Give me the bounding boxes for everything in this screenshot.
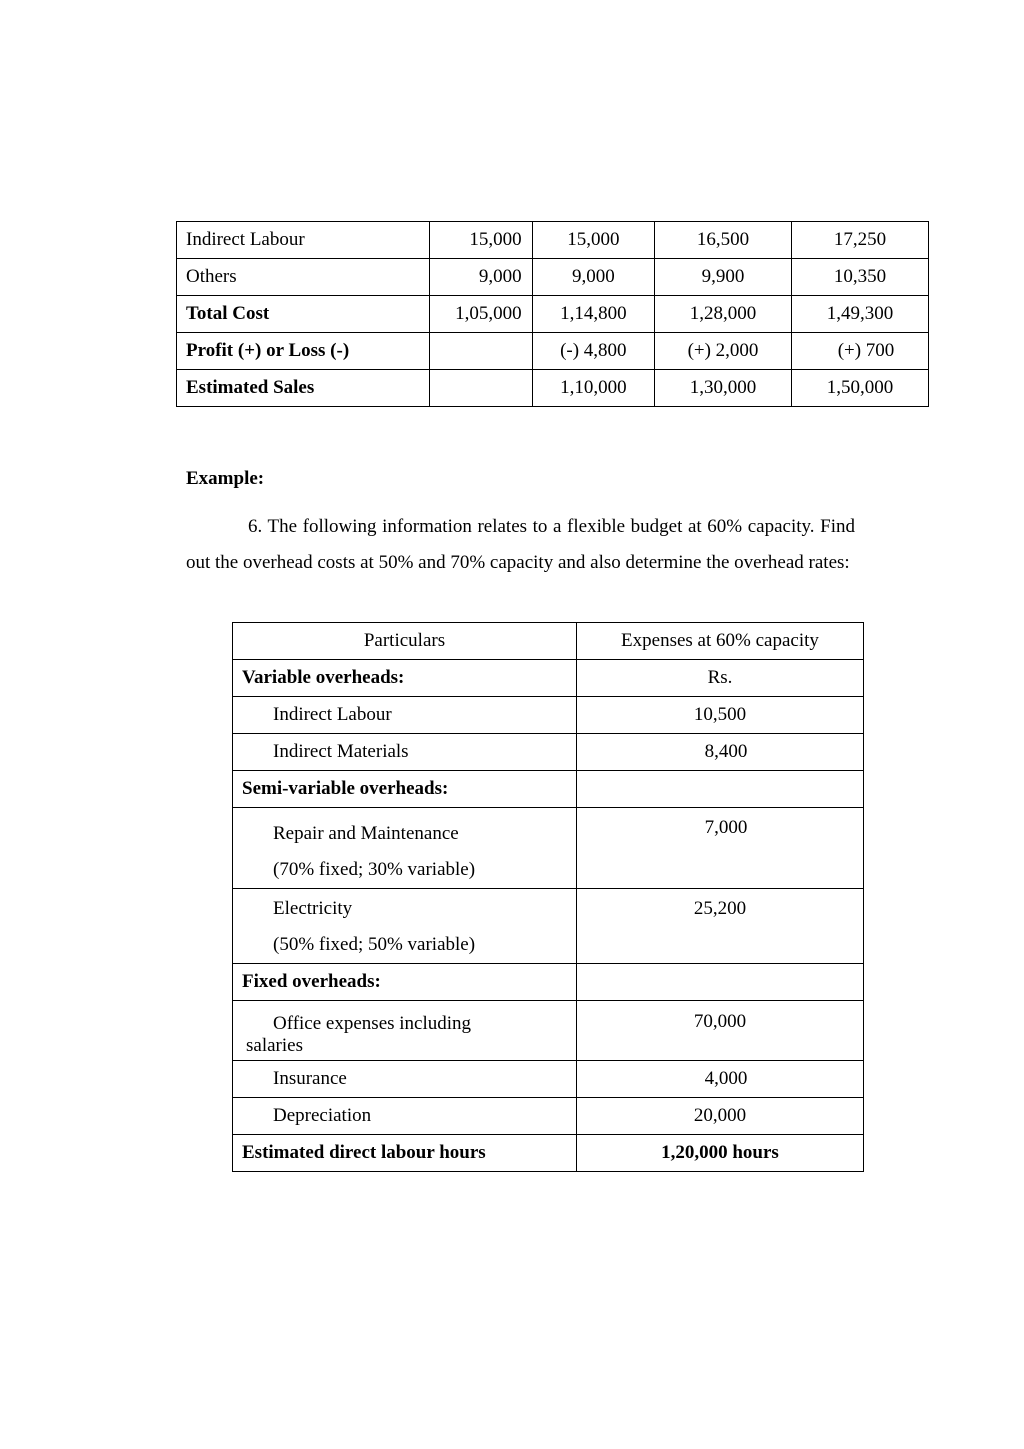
cell: 9,000 bbox=[430, 259, 532, 296]
cell: 9,900 bbox=[655, 259, 792, 296]
repair-note: (70% fixed; 30% variable) bbox=[273, 859, 476, 880]
table-row bbox=[233, 660, 864, 697]
row-label: Depreciation bbox=[233, 1098, 577, 1135]
table-row bbox=[233, 808, 864, 889]
cell: 16,500 bbox=[655, 222, 792, 259]
office-label-line2: salaries bbox=[246, 1035, 303, 1056]
row-value bbox=[576, 1001, 863, 1061]
table-row bbox=[233, 771, 864, 808]
cell: 17,250 bbox=[792, 222, 929, 259]
example-heading: Example: bbox=[186, 468, 265, 489]
row-label: Estimated direct labour hours bbox=[233, 1135, 577, 1172]
empty-cell bbox=[576, 964, 863, 1001]
cell-text: 4,000 bbox=[704, 1068, 748, 1089]
table-row bbox=[233, 734, 864, 771]
table-row bbox=[177, 259, 929, 296]
example-paragraph: 6. The following information relates to a flexible budget at 60% capacity. Find out the overhead costs at 50% and 70% capacity and also determine the overhead rates: bbox=[186, 516, 855, 573]
electricity-label: Electricity bbox=[273, 898, 353, 919]
office-label-line1: Office expenses including bbox=[273, 1013, 472, 1034]
budget-table bbox=[232, 622, 864, 1172]
row-value bbox=[576, 889, 863, 964]
repair-label: Repair and Maintenance bbox=[273, 823, 459, 844]
cell: 9,000 bbox=[532, 259, 654, 296]
cell bbox=[430, 333, 532, 370]
cell: 15,000 bbox=[430, 222, 532, 259]
empty-cell bbox=[576, 771, 863, 808]
cell: 1,30,000 bbox=[655, 370, 792, 407]
table-header-row bbox=[233, 623, 864, 660]
cell-text: (+) 700 bbox=[837, 340, 895, 361]
row-label: Others bbox=[177, 259, 430, 296]
electricity-note: (50% fixed; 50% variable) bbox=[273, 934, 476, 955]
row-label bbox=[233, 1001, 577, 1061]
table-row bbox=[233, 697, 864, 734]
row-label: Indirect Labour bbox=[177, 222, 430, 259]
table-row bbox=[233, 1098, 864, 1135]
row-label bbox=[233, 808, 577, 889]
cell: 1,14,800 bbox=[532, 296, 654, 333]
cell: (-) 4,800 bbox=[532, 333, 654, 370]
row-label: Total Cost bbox=[177, 296, 430, 333]
row-label: Indirect Materials bbox=[233, 734, 577, 771]
table-row bbox=[177, 370, 929, 407]
header-expenses: Expenses at 60% capacity bbox=[576, 623, 863, 660]
cell: (+) 2,000 bbox=[655, 333, 792, 370]
table-row bbox=[233, 964, 864, 1001]
row-label: Indirect Labour bbox=[233, 697, 577, 734]
table-row bbox=[233, 1001, 864, 1061]
row-label bbox=[233, 889, 577, 964]
cell: 1,10,000 bbox=[532, 370, 654, 407]
cell-text: 7,000 bbox=[704, 817, 748, 838]
table-row bbox=[233, 889, 864, 964]
cell: 1,50,000 bbox=[792, 370, 929, 407]
cell: 1,49,300 bbox=[792, 296, 929, 333]
cell: 1,28,000 bbox=[655, 296, 792, 333]
section-variable-heading: Variable overheads: bbox=[233, 660, 577, 697]
table-row bbox=[177, 333, 929, 370]
cell-text: 25,200 bbox=[693, 898, 747, 919]
cell bbox=[430, 370, 532, 407]
header-particulars: Particulars bbox=[233, 623, 577, 660]
cell bbox=[792, 333, 929, 370]
row-value bbox=[576, 808, 863, 889]
cost-table bbox=[176, 221, 929, 407]
section-fixed-heading: Fixed overheads: bbox=[233, 964, 577, 1001]
row-label: Profit (+) or Loss (-) bbox=[177, 333, 430, 370]
cell: 15,000 bbox=[532, 222, 654, 259]
section-semi-variable-heading: Semi-variable overheads: bbox=[233, 771, 577, 808]
table-row bbox=[177, 296, 929, 333]
row-value bbox=[576, 1061, 863, 1098]
cell: 1,05,000 bbox=[430, 296, 532, 333]
row-label: Estimated Sales bbox=[177, 370, 430, 407]
row-value bbox=[576, 734, 863, 771]
currency-label: Rs. bbox=[576, 660, 863, 697]
cell-text: 70,000 bbox=[693, 1011, 747, 1032]
table-row bbox=[233, 1061, 864, 1098]
row-value: 1,20,000 hours bbox=[576, 1135, 863, 1172]
row-value: 10,500 bbox=[576, 697, 863, 734]
cell-text: 8,400 bbox=[704, 741, 748, 762]
table-row bbox=[233, 1135, 864, 1172]
cell: 10,350 bbox=[792, 259, 929, 296]
row-value: 20,000 bbox=[576, 1098, 863, 1135]
table-row bbox=[177, 222, 929, 259]
row-label: Insurance bbox=[233, 1061, 577, 1098]
